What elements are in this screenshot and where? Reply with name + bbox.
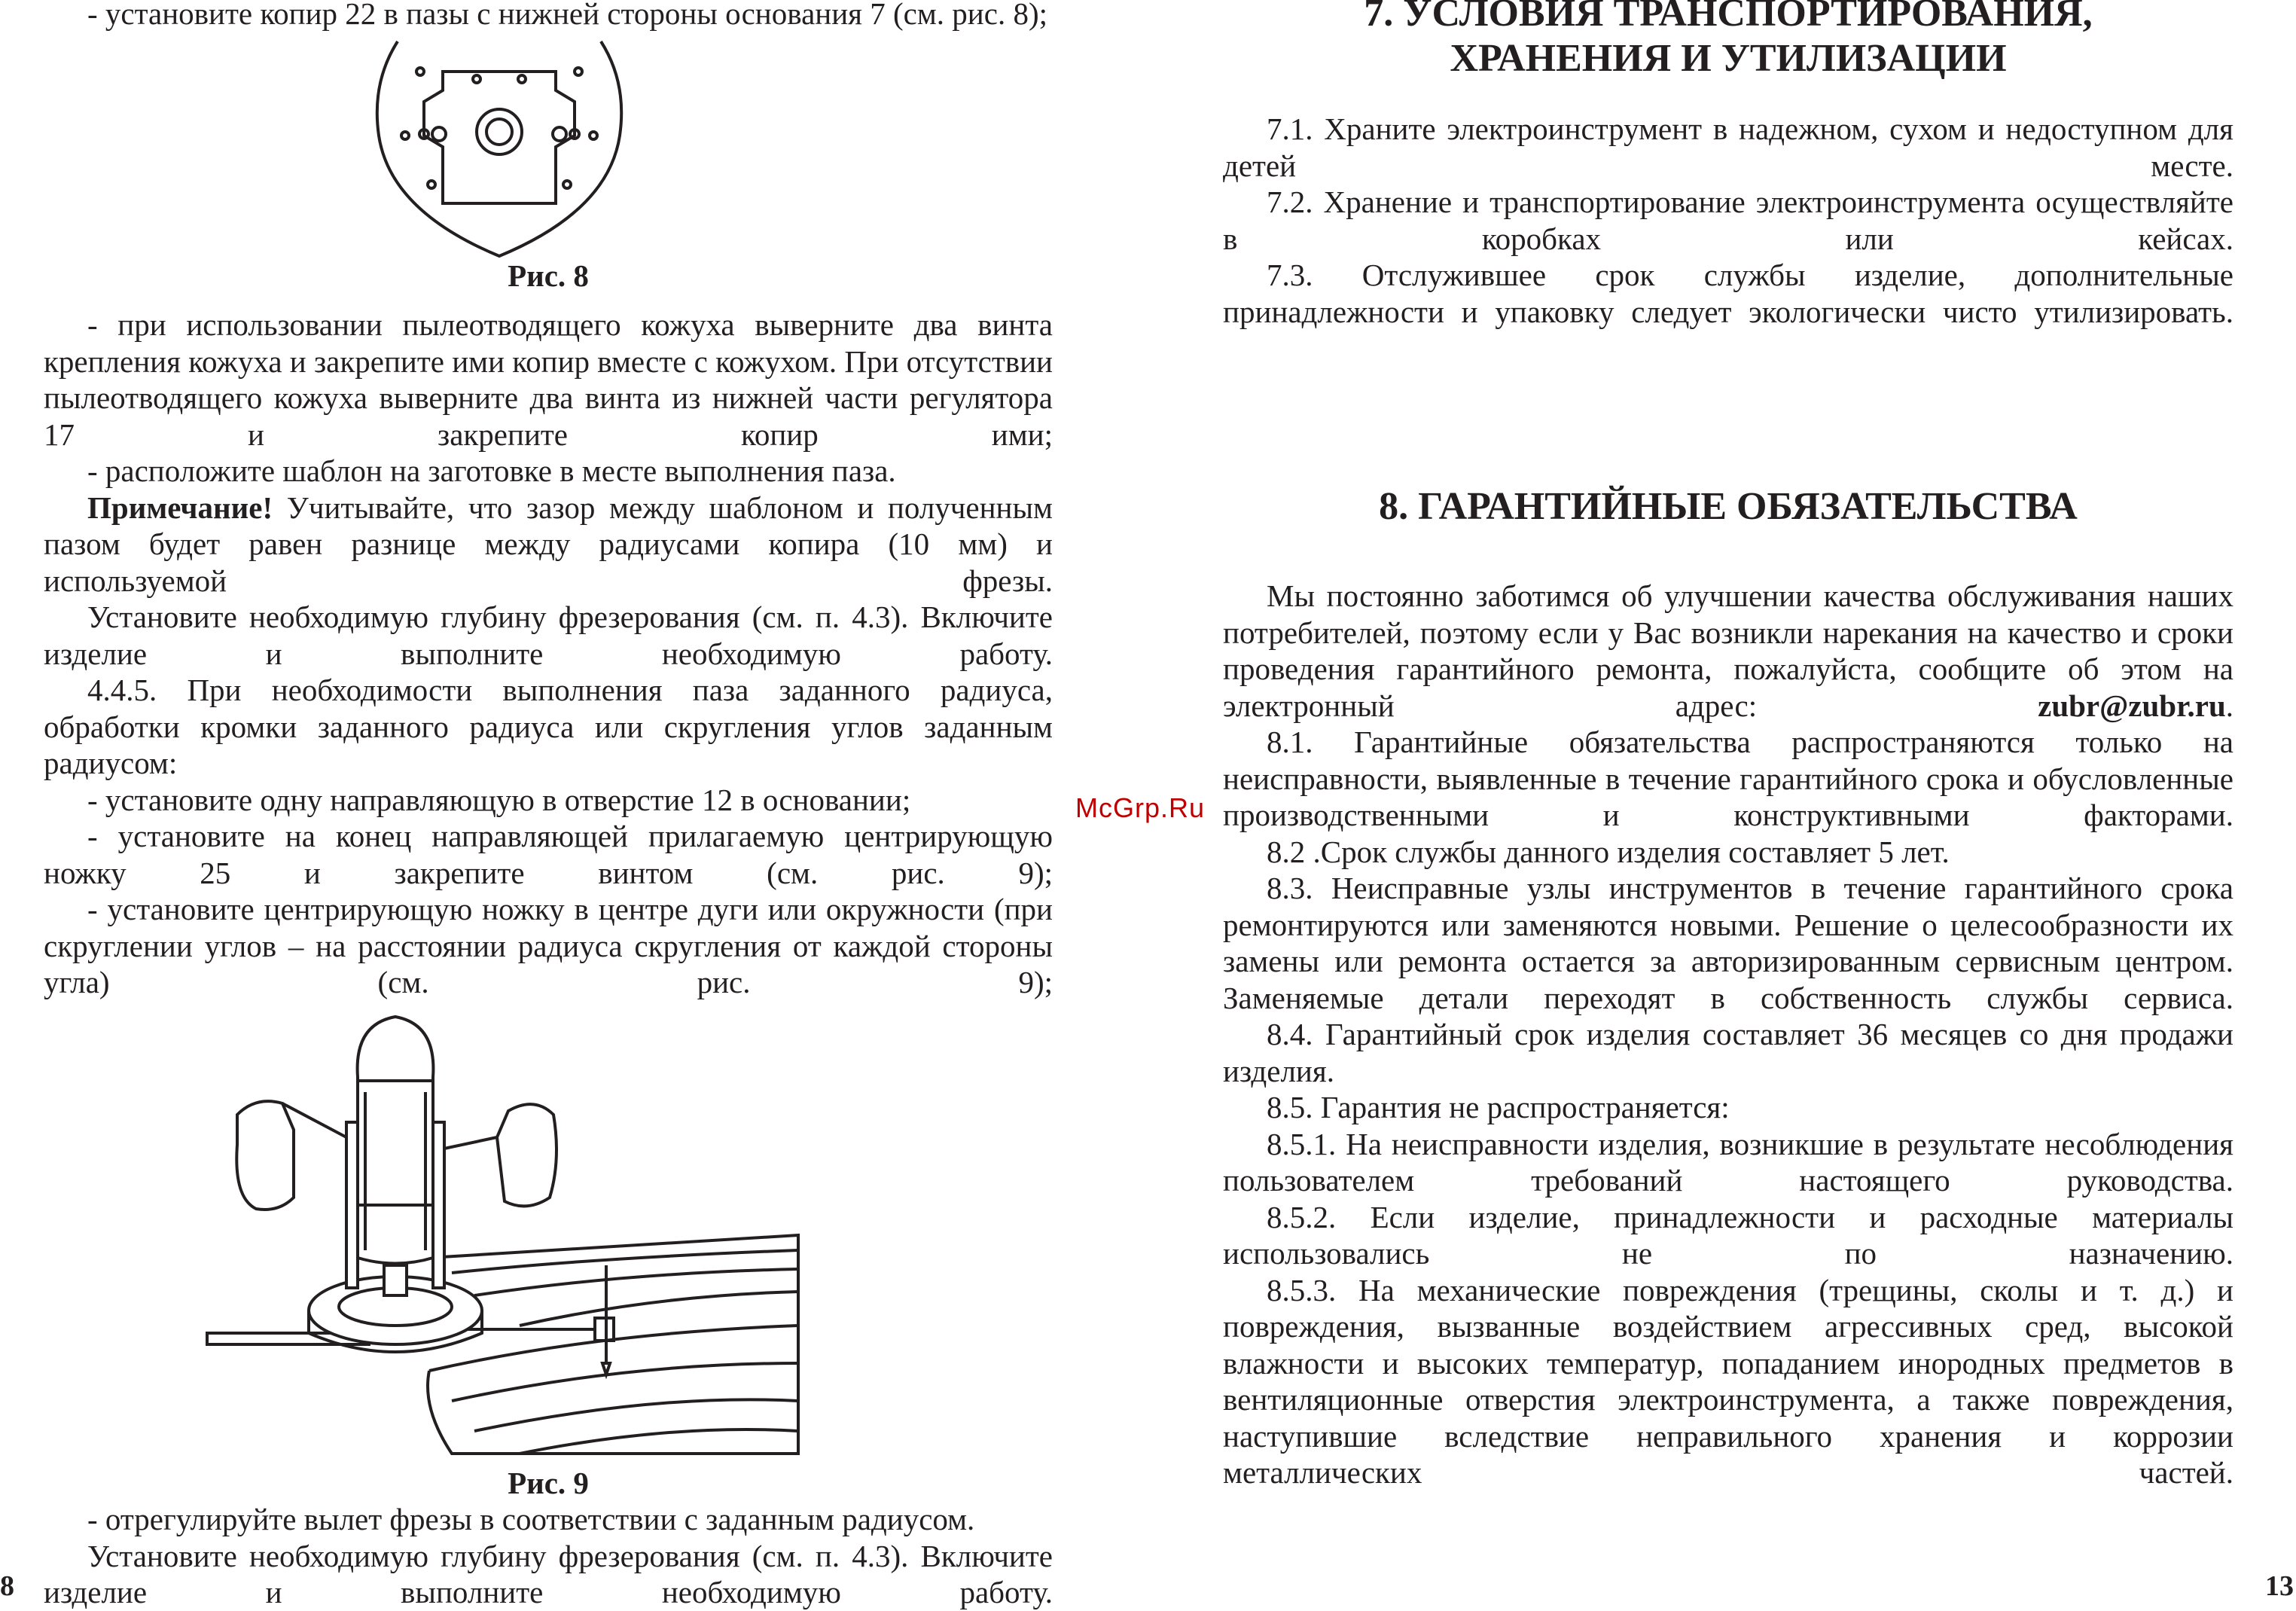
email-address: zubr@zubr.ru: [2038, 688, 2226, 723]
paragraph: - при использовании пылеотводящего кожуха выверните два винта крепления кожуха и закрепите ими копир вместе с кожухом. При отсутствии пылеотводящего кожуха выверните два винта из нижней части регулятора 17 и закрепите копир ими;: [44, 307, 1053, 452]
figure-9-router-illustration: [203, 1009, 813, 1461]
right-page: [1148, 0, 2296, 1611]
note-paragraph: [44, 490, 1053, 600]
section8-item: 8.5.1. На неисправности изделия, возникшие в результате несоблюдения пользователем требований настоящего руководства.: [1223, 1126, 2233, 1198]
paragraph: - отрегулируйте вылет фрезы в соответствии с заданным радиусом.: [87, 1502, 975, 1536]
note-label: Примечание!: [87, 490, 273, 525]
section8-body: [1223, 578, 2233, 1491]
paragraph: - установите центрирующую ножку в центре дуги или окружности (при скруглении углов – на расстоянии радиуса скругления от каждой стороны угла) (см. рис. 9);: [44, 892, 1053, 999]
top-line: - установите копир 22 в пазы с нижней стороны основания 7 (см. рис. 8);: [87, 0, 1047, 31]
section8-item: 8.1. Гарантийные обязательства распространяются только на неисправности, выявленные в течение гарантийного срока и обусловленные производственными и конструктивными факторами.: [1223, 725, 2233, 832]
figure-8-base-plate: [375, 38, 624, 264]
paragraph: Установите необходимую глубину фрезерования (см. п. 4.3). Включите изделие и выполните необходимую работу.: [44, 600, 1053, 671]
section8-item: 8.5.3. На механические повреждения (трещины, сколы и т. д.) и повреждения, вызванные воздействием агрессивных сред, высокой влажности и высоких температур, попаданием инородных предметов в вентиляционные отверстия электроинструмента, а также повреждения, наступившие вследствие неправильного хранения и коррозии металлических частей.: [1223, 1272, 2233, 1490]
section7-item: 7.3. Отслужившее срок службы изделие, дополнительные принадлежности и упаковку следует экологически чисто утилизировать.: [1223, 258, 2233, 329]
fig8-caption: Рис. 8: [508, 258, 589, 293]
page-number-left: 8: [0, 1570, 14, 1602]
section7-title: [1223, 0, 2233, 81]
paragraph: Установите необходимую глубину фрезерования (см. п. 4.3). Включите изделие и выполните необходимую работу.: [44, 1538, 1053, 1609]
fig9-caption-block: [44, 1465, 1053, 1502]
watermark: McGrp.Ru: [1075, 792, 1206, 823]
section7-title-line1: 7. УСЛОВИЯ ТРАНСПОРТИРОВАНИЯ,: [1364, 0, 2093, 35]
paragraph: 4.4.5. При необходимости выполнения паза заданного радиуса, обработки кромки заданного радиуса или скругления углов заданным радиусом:: [44, 673, 1053, 780]
section7-item: 7.1. Храните электроинструмент в надежном, сухом и недоступном для детей месте.: [1223, 111, 2233, 183]
paragraph: - установите одну направляющую в отверстие 12 в основании;: [87, 782, 911, 817]
section7-title-line2: ХРАНЕНИЯ И УТИЛИЗАЦИИ: [1450, 37, 2007, 80]
fig8-caption-block: [44, 258, 1053, 294]
fig9-caption: Рис. 9: [508, 1466, 589, 1500]
paragraph: - установите на конец направляющей прилагаемую центрирующую ножку 25 и закрепите винтом (см. рис. 9);: [44, 819, 1053, 890]
page-number-right: 13: [2265, 1570, 2294, 1602]
intro-paragraph: [1223, 578, 2233, 724]
section7-item: 7.2. Хранение и транспортирование электроинструмента осуществляйте в коробках или кейсах.: [1223, 185, 2233, 256]
section8-item: 8.3. Неисправные узлы инструментов в течение гарантийного срока ремонтируются или заменяются новыми. Решение о целесообразности их замены или ремонта остается за авторизированным сервисным центром. Заменяемые детали переходят в собственность службы сервиса.: [1223, 871, 2233, 1015]
left-bottom: [44, 1501, 1053, 1611]
note-text: Учитывайте, что зазор между шаблоном и полученным пазом будет равен разнице между радиусами копира (10 мм) и используемой фрезы.: [44, 490, 1053, 598]
section8-item: 8.2 .Срок службы данного изделия составляет 5 лет.: [1267, 834, 1950, 869]
section8-title-block: [1223, 484, 2233, 529]
section8-title: 8. ГАРАНТИЙНЫЕ ОБЯЗАТЕЛЬСТВА: [1379, 485, 2078, 528]
section8-item: 8.4. Гарантийный срок изделия составляет 36 месяцев со дня продажи изделия.: [1223, 1017, 2233, 1088]
left-body: [44, 307, 1053, 1001]
intro-end: .: [2225, 688, 2233, 723]
left-top-block: [44, 0, 1053, 32]
section7-body: [1223, 111, 2233, 330]
paragraph: - расположите шаблон на заготовке в месте выполнения паза.: [87, 453, 896, 488]
section8-item: 8.5.2. Если изделие, принадлежности и расходные материалы использовались не по назначению.: [1223, 1199, 2233, 1271]
intro-text: Мы постоянно заботимся об улучшении качества обслуживания наших потребителей, поэтому если у Вас возникли нарекания на качество и сроки проведения гарантийного ремонта, пожалуйста, сообщите об этом на электронный адрес:: [1223, 578, 2233, 723]
section8-item: 8.5. Гарантия не распространяется:: [1267, 1090, 1730, 1124]
